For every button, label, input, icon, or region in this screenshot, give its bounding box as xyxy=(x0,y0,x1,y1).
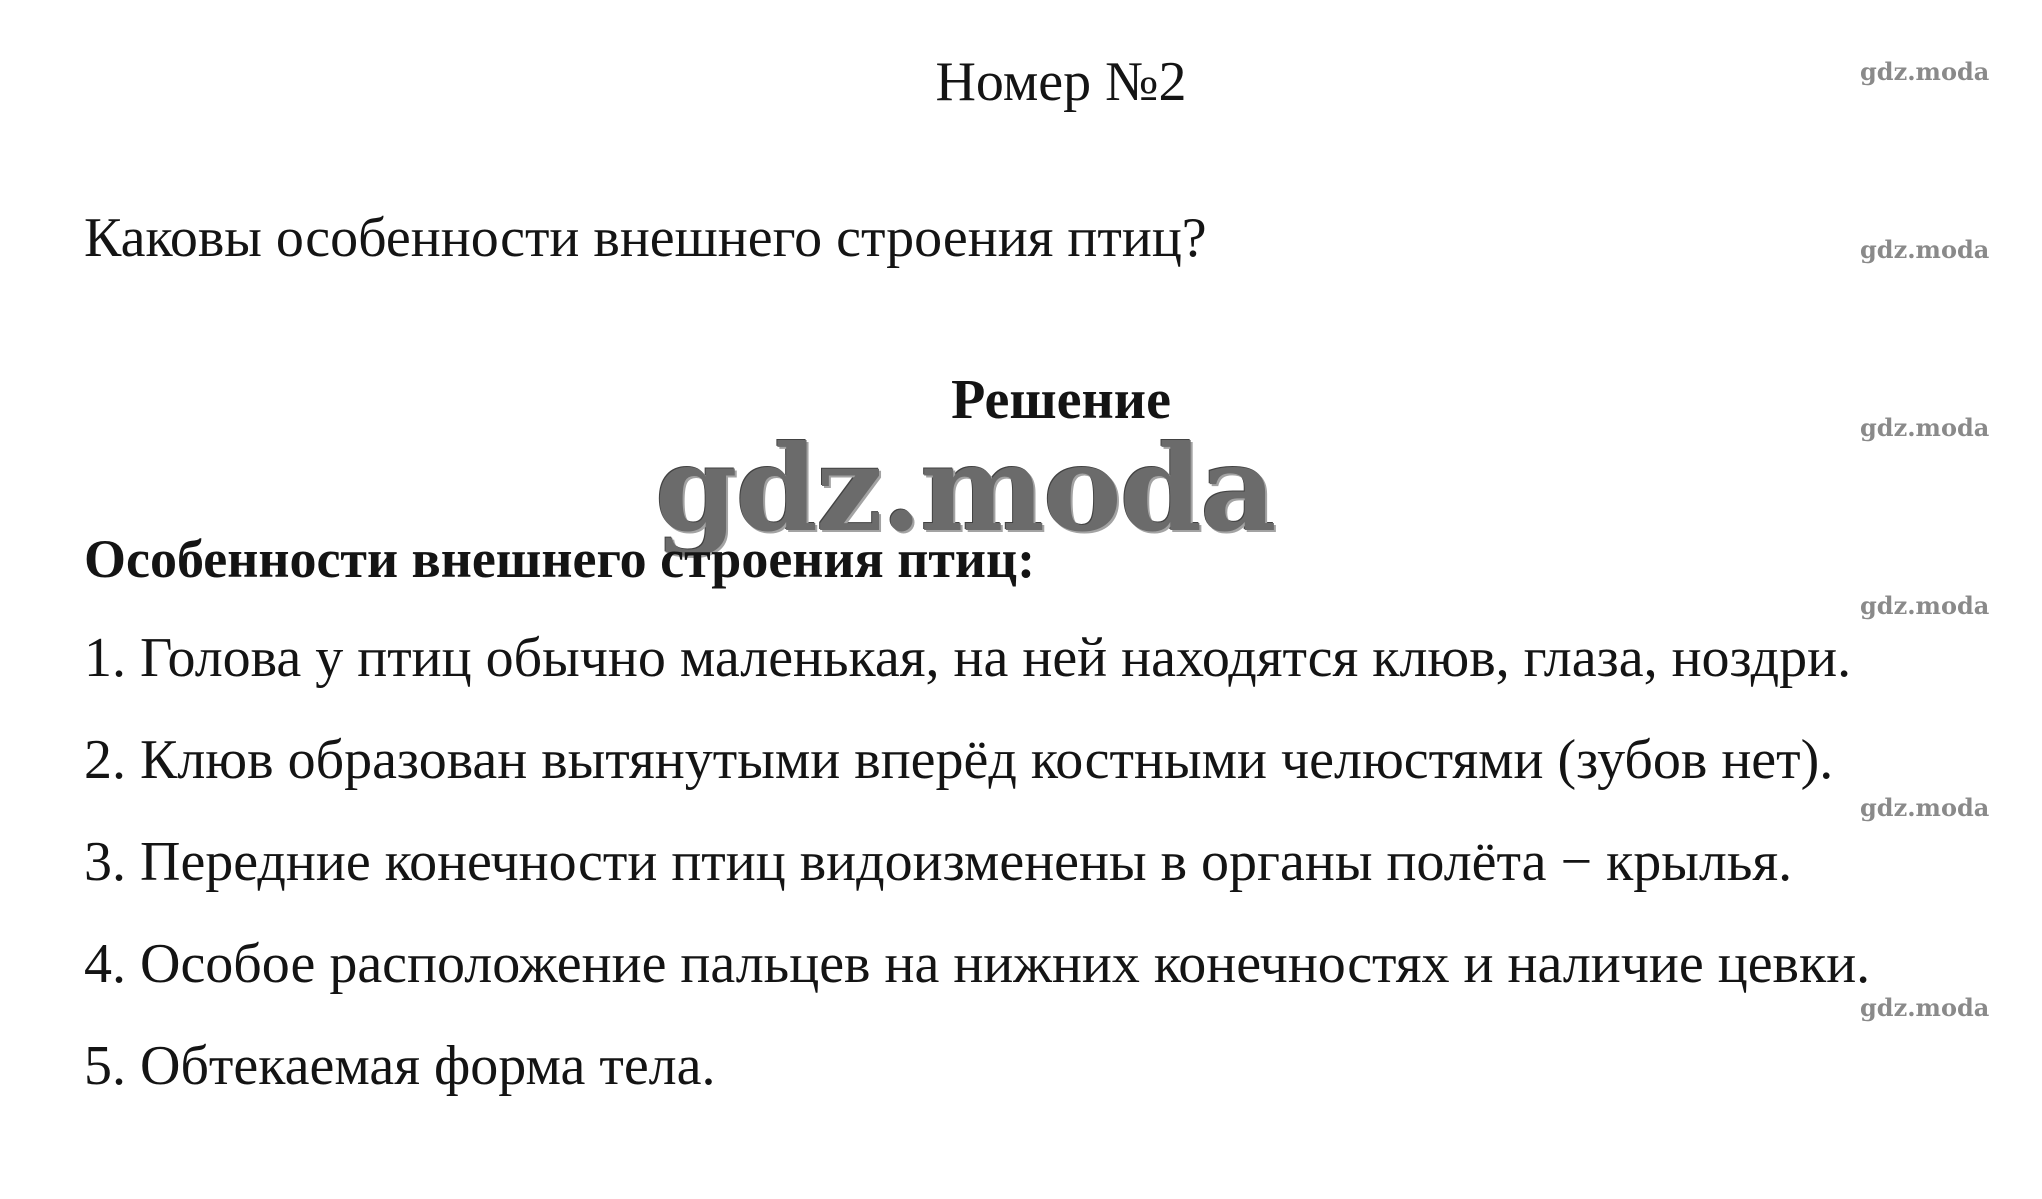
watermark-small: gdz.moda xyxy=(1860,235,1990,264)
watermark-small: gdz.moda xyxy=(1860,413,1990,442)
answer-list xyxy=(84,622,1870,1132)
answer-heading: Особенности внешнего строения птиц: xyxy=(84,529,1036,589)
watermark-logo: gdz.moda xyxy=(655,419,1275,558)
answer-item: 3. Передние конечности птиц видоизменены в органы полёта − крылья. xyxy=(84,831,1793,893)
watermark-small: gdz.moda xyxy=(1860,793,1990,822)
answer-item: 1. Голова у птиц обычно маленькая, на ней находятся клюв, глаза, ноздри. xyxy=(84,627,1852,689)
answer-item: 4. Особое расположение пальцев на нижних конечностях и наличие цевки. xyxy=(84,933,1871,995)
watermark-small: gdz.moda xyxy=(1860,993,1990,1022)
problem-number-title: Номер №2 xyxy=(935,51,1187,113)
watermark-small: gdz.moda xyxy=(1860,591,1990,620)
answer-item: 5. Обтекаемая форма тела. xyxy=(84,1035,716,1097)
question-text: Каковы особенности внешнего строения птиц? xyxy=(84,207,1207,269)
solution-heading: Решение xyxy=(951,369,1171,431)
watermark-small: gdz.moda xyxy=(1860,57,1990,86)
answer-item: 2. Клюв образован вытянутыми вперёд костными челюстями (зубов нет). xyxy=(84,729,1834,791)
